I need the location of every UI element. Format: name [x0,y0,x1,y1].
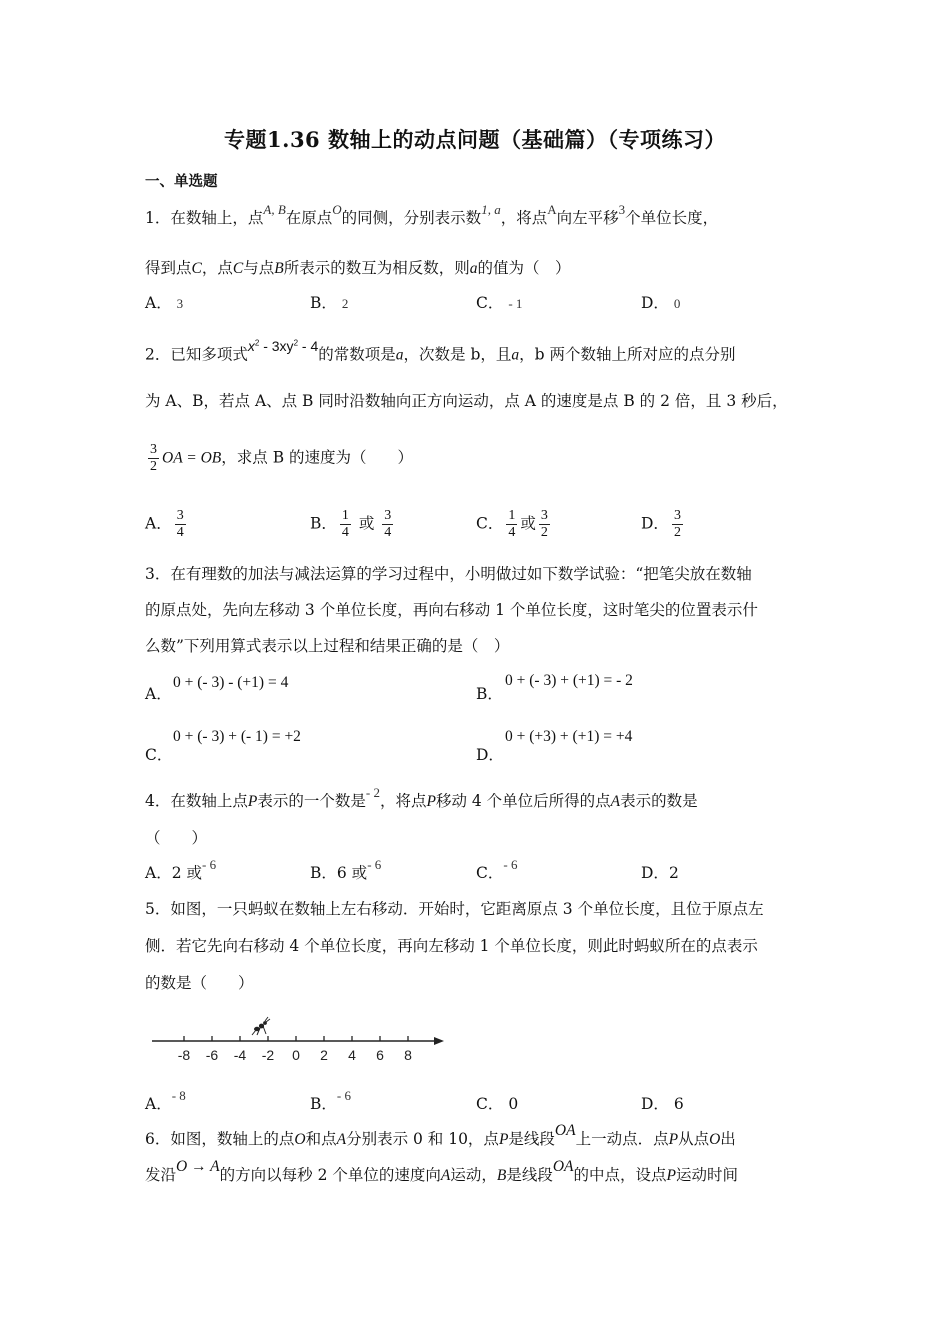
q2-option-b[interactable]: B． $\frac{1}{4}$ 或 $\frac{3}{4}$ [310,508,392,540]
number-line-label: 8 [404,1047,412,1063]
q4-option-b[interactable]: B．6 或$^{- 6}$ [310,857,382,882]
q6-line2: 发沿O → A的方向以每秒 2 个单位的速度向A运动，B是线段OA的中点，设点P运动时间 [145,1158,739,1184]
q5-line3: 的数是（ ） [145,974,254,992]
q3-option-a[interactable]: A． [145,685,172,703]
q1-option-c[interactable]: C． - 1 [476,294,523,312]
q5-line1: 5．如图，一只蚂蚁在数轴上左右移动．开始时，它距离原点 3 个单位长度，且位于原点左 [145,900,764,918]
q5-option-c[interactable]: C． 0 [476,1095,519,1113]
number-line-figure [148,1015,448,1065]
q2-option-a[interactable]: A． $\frac{3}{4}$ [145,508,184,540]
ant-icon [252,1017,270,1035]
q4-line2: （ ） [145,829,208,847]
q5-option-d[interactable]: D． 6 [641,1095,684,1113]
q4-line1: 4．在数轴上点P表示的一个数是$^{- 2}$，将点P移动 4 个单位后所得的点A表示的数是 [145,785,698,810]
q2-fraction: $\frac{3}{2}$ [150,442,157,474]
number-line-label: -6 [205,1047,219,1063]
q4-option-c[interactable]: C．$^{- 6}$ [476,857,518,882]
section-heading: 一、单选题 [145,173,218,190]
q3-option-c[interactable]: C． [145,746,173,764]
q1-line1: 1．在数轴上，点$^{A, B}$在原点$^O$的同侧，分别表示数$^{1, a}$，将点$^A$向左平移$^3$个单位长度， [145,202,719,227]
q1-option-a[interactable]: A． 3 [145,294,184,312]
q5-option-a[interactable]: A．$^{- 8}$ [145,1088,186,1113]
number-line-ticks [178,1036,412,1063]
q3-option-d-expr: 0 + (+3) + (+1) = +4 [505,728,633,745]
q3-line1: 3．在有理数的加法与减法运算的学习过程中，小明做过如下数学试验：“把笔尖放在数轴 [145,565,752,583]
number-line-label: -4 [233,1047,247,1063]
q2-option-d[interactable]: D． $\frac{3}{2}$ [641,508,681,540]
number-line-label: 0 [292,1047,300,1063]
q5-line2: 侧．若它先向右移动 4 个单位长度，再向左移动 1 个单位长度，则此时蚂蚁所在的点表示 [145,937,758,955]
q5-option-b[interactable]: B．$^{- 6}$ [310,1088,351,1113]
number-line-label: 4 [348,1047,356,1063]
q2-option-c[interactable]: C． $\frac{1}{4}$ 或 $\frac{3}{2}$ [476,508,548,540]
q1-option-d[interactable]: D． 0 [641,294,681,312]
q2-line3: $\frac{3}{2}$ OA = OB，求点 B 的速度为（ ） [150,442,414,474]
q4-option-a[interactable]: A．2 或$^{- 6}$ [145,857,217,882]
number-line-label: -8 [177,1047,191,1063]
q2-line2: 为 A、B，若点 A、点 B 同时沿数轴向正方向运动，点 A 的速度是点 B 的 2 倍，且 3 秒后， [145,392,788,410]
q3-option-b[interactable]: B． [476,685,503,703]
q2-polynomial: $x^2 - 3xy^2 - 4$ [247,337,319,354]
number-line-label: 2 [320,1047,328,1063]
q3-option-a-expr: 0 + (- 3) - (+1) = 4 [173,674,289,691]
q2-line1: 2．已知多项式$x^2 - 3xy^2 - 4$的常数项是a，次数是 b，且a，b 两个数轴上所对应的点分别 [145,337,736,364]
q1-option-b[interactable]: B． 2 [310,294,349,312]
number-line-label: -2 [261,1047,275,1063]
q1-line2: 得到点C，点C与点B所表示的数互为相反数，则a的值为（ ） [145,259,571,277]
q3-option-d[interactable]: D． [476,746,504,764]
q6-line1: 6．如图，数轴上的点O和点A分别表示 0 和 10，点P是线段OA上一动点．点P从点O出 [145,1122,736,1148]
q3-line2: 的原点处，先向左移动 3 个单位长度，再向右移动 1 个单位长度，这时笔尖的位置表示什 [145,601,758,619]
q4-option-d[interactable]: D．2 [641,864,679,882]
number-line-label: 6 [376,1047,384,1063]
q3-option-b-expr: 0 + (- 3) + (+1) = - 2 [505,672,633,689]
q3-option-c-expr: 0 + (- 3) + (- 1) = +2 [173,728,301,745]
number-line-arrow [434,1037,444,1045]
q3-line3: 么数”下列用算式表示以上过程和结果正确的是（ ） [145,637,510,655]
page-title: 专题1.36 数轴上的动点问题（基础篇）（专项练习） [224,127,726,152]
